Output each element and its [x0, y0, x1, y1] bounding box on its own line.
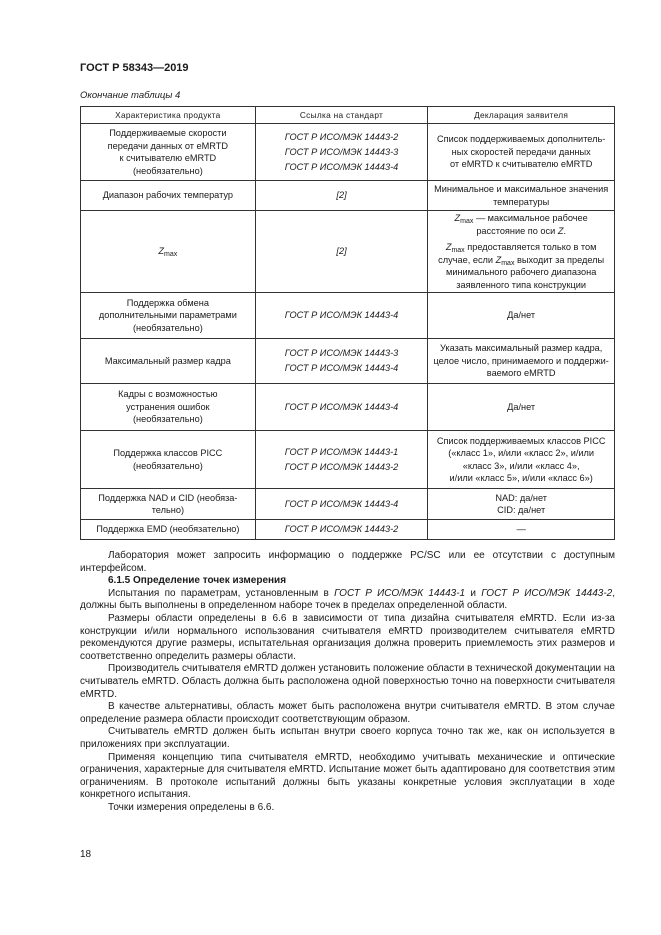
table-caption: Окончание таблицы 4	[80, 90, 181, 101]
cell-standard: ГОСТ Р ИСО/МЭК 14443-4	[255, 384, 428, 431]
paragraph: Производитель считывателя eMRTD должен установить положение области в технической документации на считыватель eMRTD. Область должна быть расположена одной поверхностью точно на поверхности считывателя eMRTD.	[80, 663, 615, 700]
table-row	[81, 431, 615, 489]
cell-standard: ГОСТ Р ИСО/МЭК 14443-2 ГОСТ Р ИСО/МЭК 14443-3 ГОСТ Р ИСО/МЭК 14443-4	[255, 124, 428, 181]
cell-characteristic: Поддержка классов PICC (необязательно)	[81, 431, 256, 489]
cell-characteristic: Кадры с возможностью устранения ошибок (необязательно)	[81, 384, 256, 431]
column-header: Характеристика продукта	[81, 107, 256, 124]
cell-characteristic: Поддержка обмена дополнительными параметрами (необязательно)	[81, 293, 256, 339]
cell-standard: ГОСТ Р ИСО/МЭК 14443-2	[255, 520, 428, 540]
table-row	[81, 520, 615, 540]
cell-declaration: Да/нет	[428, 384, 615, 431]
cell-declaration: Минимальное и максимальное значения температуры	[428, 181, 615, 211]
cell-characteristic: Максимальный размер кадра	[81, 339, 256, 384]
page-number: 18	[80, 849, 92, 860]
table-row	[81, 124, 615, 181]
cell-declaration: Да/нет	[428, 293, 615, 339]
paragraph: Лаборатория может запросить информацию о поддержке PC/SC или ее отсутствии с доступным интерфейсом.	[80, 550, 615, 574]
section-heading: 6.1.5 Определение точек измерения	[108, 575, 287, 587]
cell-standard: ГОСТ Р ИСО/МЭК 14443-4	[255, 489, 428, 520]
cell-standard: ГОСТ Р ИСО/МЭК 14443-1 ГОСТ Р ИСО/МЭК 14443-2	[255, 431, 428, 489]
cell-declaration: Список поддерживаемых дополнитель- ных скоростей передачи данных от eMRTD к считывателю eMRTD	[428, 124, 615, 181]
table-row	[81, 293, 615, 339]
column-header: Декларация заявителя	[428, 107, 615, 124]
paragraph: В качестве альтернативы, область может быть расположена внутри считывателя eMRTD. В этом случае определение размера области происходит соответствующим образом.	[80, 701, 615, 725]
specification-table	[80, 106, 615, 540]
paragraph: Применяя концепцию типа считывателя eMRTD, необходимо учитывать механические и оптические ограничения, характерные для считывателя eMRTD. Испытание может быть адаптировано для соответствия этим ограничениям. В протоколе испытаний должны быть указаны конкретные условия эксплуатации в ходе конкретного испытания.	[80, 751, 615, 801]
table-row	[81, 384, 615, 431]
table-row	[81, 489, 615, 520]
paragraph: Считыватель eMRTD должен быть испытан внутри своего корпуса точно так же, как он используется в приложениях при эксплуатации.	[80, 726, 615, 750]
document-header: ГОСТ Р 58343—2019	[80, 62, 189, 74]
cell-characteristic: Диапазон рабочих температур	[81, 181, 256, 211]
cell-standard: ГОСТ Р ИСО/МЭК 14443-3 ГОСТ Р ИСО/МЭК 14443-4	[255, 339, 428, 384]
column-header: Ссылка на стандарт	[255, 107, 428, 124]
cell-characteristic: Поддержка NAD и CID (необяза- тельно)	[81, 489, 256, 520]
table-row	[81, 181, 615, 211]
cell-characteristic: Поддержка EMD (необязательно)	[81, 520, 256, 540]
cell-declaration: —	[428, 520, 615, 540]
cell-declaration: NAD: да/нет CID: да/нет	[428, 489, 615, 520]
cell-standard: [2]	[255, 211, 428, 293]
table-row	[81, 339, 615, 384]
table-row	[81, 211, 615, 293]
cell-standard: [2]	[255, 181, 428, 211]
paragraph: Точки измерения определены в 6.6.	[108, 801, 275, 813]
cell-declaration: Указать максимальный размер кадра, целое число, принимаемого и поддержи- ваемого eMRTD	[428, 339, 615, 384]
body-text	[80, 550, 615, 814]
cell-declaration: $Z_{max}$ — максимальное рабочее расстояние по оси Z. $Z_{max}$ предоставляется только в том случае, если $Z_{max}$ выходит за пределы минимального рабочего диапазона заявленного типа конструкции	[428, 211, 615, 293]
paragraph: Размеры области определены в 6.6 в зависимости от типа дизайна считывателя eMRTD. Если из-за конструкции и/или нормального использования считывателя eMRTD производителем считывателя eMRTD рекомендуются другие размеры, испытательная организация должна проверить приемлемость этих размеров и соответственно определить размеры области.	[80, 612, 615, 662]
cell-characteristic: Поддерживаемые скорости передачи данных от eMRTD к считывателю eMRTD (необязательно)	[81, 124, 256, 181]
cell-standard: ГОСТ Р ИСО/МЭК 14443-4	[255, 293, 428, 339]
cell-characteristic: $Z_{max}$	[81, 211, 256, 293]
cell-declaration: Список поддерживаемых классов PICC («класс 1», и/или «класс 2», и/или «класс 3», и/или «класс 4», и/или «класс 5», и/или «класс 6»)	[428, 431, 615, 489]
paragraph: Испытания по параметрам, установленным в ГОСТ Р ИСО/МЭК 14443-1 и ГОСТ Р ИСО/МЭК 14443-2, должны быть выполнены в определенном наборе точек в пределах определенной области.	[80, 587, 615, 612]
table-header-row	[81, 107, 615, 124]
